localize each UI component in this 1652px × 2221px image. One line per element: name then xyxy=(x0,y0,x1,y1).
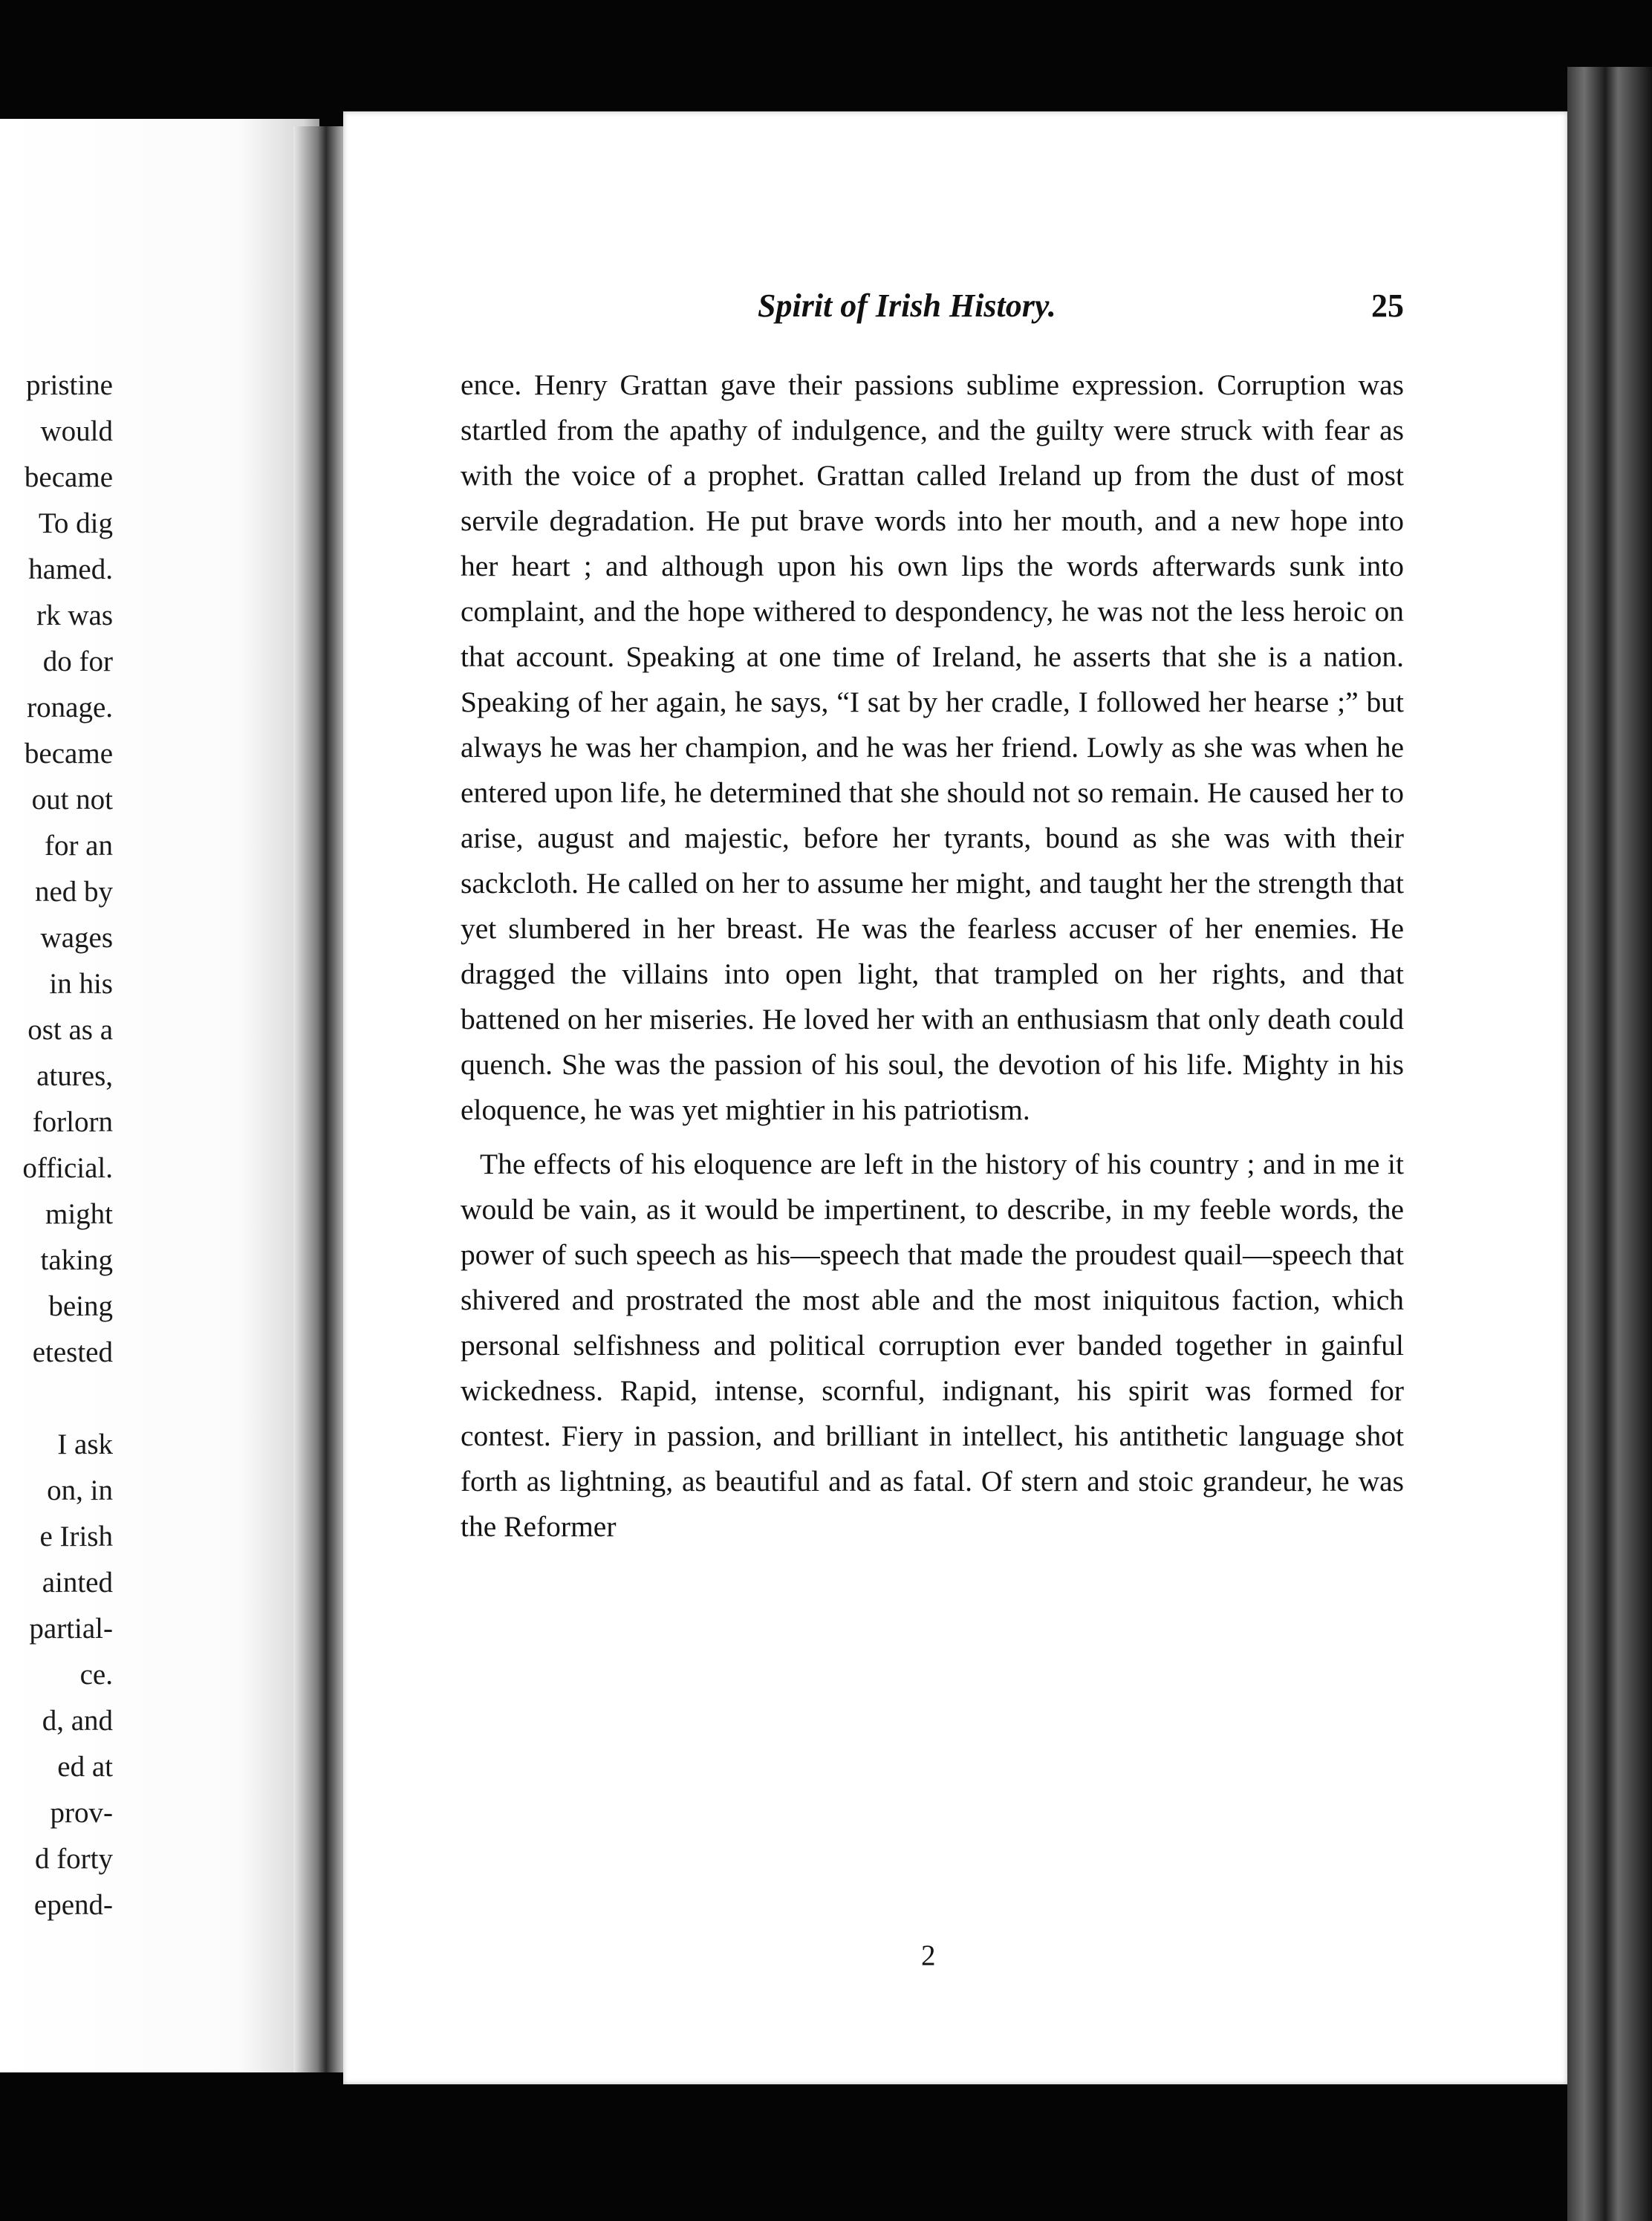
left-page-line: ainted xyxy=(42,1567,113,1599)
left-page-line: etested xyxy=(32,1336,113,1368)
left-page-line: I ask xyxy=(57,1428,113,1460)
running-title: Spirit of Irish History. xyxy=(758,287,1056,324)
left-page-line: e Irish xyxy=(39,1521,113,1552)
left-page-line: in his xyxy=(49,968,113,1000)
left-page-line: atures, xyxy=(36,1060,113,1092)
left-page-line: would xyxy=(40,415,113,447)
left-page-line: out not xyxy=(31,784,113,816)
left-page-line: epend- xyxy=(33,1889,113,1921)
left-page-line: ce. xyxy=(79,1659,113,1691)
left-page-line: taking xyxy=(40,1244,113,1276)
left-page-line: ost as a xyxy=(27,1014,113,1046)
page-number: 25 xyxy=(1371,287,1404,324)
left-page-line: hamed. xyxy=(28,553,113,585)
left-page-line: forlorn xyxy=(32,1106,113,1138)
body-text xyxy=(461,362,1404,1550)
left-page-line: official. xyxy=(22,1152,113,1184)
left-page-line: d forty xyxy=(34,1843,113,1875)
left-page-line: for an xyxy=(44,830,113,862)
left-page-line: ronage. xyxy=(27,692,113,723)
book-edge xyxy=(1567,67,1652,2221)
left-page-line: pristine xyxy=(26,369,113,401)
left-page-line: might xyxy=(45,1198,113,1230)
left-page-line: became xyxy=(24,738,113,770)
left-page-line: To dig xyxy=(38,507,113,539)
left-page-line: on, in xyxy=(47,1474,113,1506)
left-page-line: partial- xyxy=(29,1613,113,1645)
left-page-line: wages xyxy=(40,922,113,954)
left-page-line: ned by xyxy=(34,876,113,908)
left-page-text xyxy=(0,362,113,1928)
paragraph: ence. Henry Grattan gave their passions sublime expression. Corruption was startled from the apathy of indulgence, and the guilty were struck with fear as with the voice of a prophet. Grattan called Ireland up from the dust of most servile degradation. He put brave words into her mouth, and a new hope into her heart ; and although upon his own lips the words afterwards sunk into complaint, and the hope withered to despondency, he was not the less heroic on that account. Speaking at one time of Ireland, he asserts that she is a nation. Speaking of her again, he says, “I sat by her cradle, I followed her hearse ;” but always he was her champion, and he was her friend. Lowly as she was when he entered upon life, he determined that she should not so remain. He caused her to arise, august and majestic, before her tyrants, bound as she was with their sackcloth. He called on her to assume her might, and taught her the strength that yet slumbered in her breast. He was the fearless accuser of her enemies. He dragged the villains into open light, that trampled on her rights, and that battened on her miseries. He loved her with an enthusiasm that only death could quench. She was the passion of his soul, the devotion of his life. Mighty in his eloquence, he was yet mightier in his patriotism. xyxy=(461,368,1404,1126)
left-page-blank-line xyxy=(0,1376,113,1422)
signature-mark: 2 xyxy=(921,1939,936,1971)
left-page-line: do for xyxy=(42,646,113,677)
left-page-line: prov- xyxy=(50,1797,113,1829)
left-page-line: rk was xyxy=(36,599,113,631)
left-page-line: being xyxy=(48,1290,113,1322)
left-page-line: d, and xyxy=(42,1705,113,1737)
left-page-line: became xyxy=(24,461,113,493)
paragraph: The effects of his eloquence are left in the history of his country ; and in me it would be vain, as it would be impertinent, to describe, in my feeble words, the power of such speech as his—speech that made the proudest quail—speech that shivered and prostrated the most able and the most iniquitous faction, which personal selfishness and political corruption ever banded together in gainful wickedness. Rapid, intense, scornful, indignant, his spirit was formed for contest. Fiery in passion, and brilliant in intellect, his antithetic language shot forth as lightning, as beautiful and as fatal. Of stern and stoic grandeur, he was the Reformer xyxy=(461,1148,1404,1543)
left-page-line: ed at xyxy=(57,1751,113,1783)
